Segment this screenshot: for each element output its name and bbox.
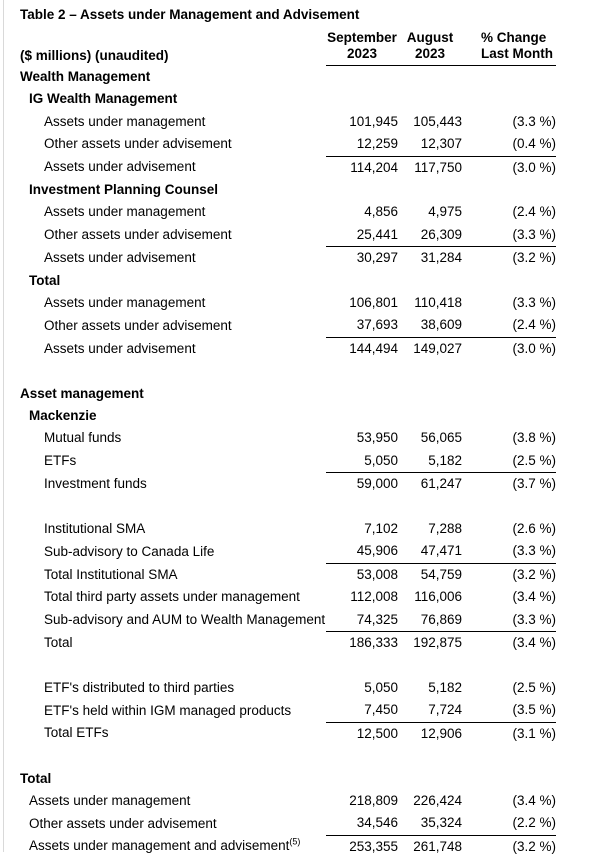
cell-chg (462, 270, 556, 292)
row-label: Other assets under advisement (20, 812, 326, 835)
cell-aug: 12,307 (398, 133, 462, 156)
cell-chg: (2.5 %) (462, 450, 556, 473)
table-row (20, 790, 556, 812)
cell-aug: 5,182 (398, 450, 462, 473)
cell-sep: 7,450 (326, 699, 398, 722)
cell-chg: (2.6 %) (462, 518, 556, 540)
column-header-month: September (326, 30, 398, 46)
cell-chg: (3.2 %) (462, 563, 556, 586)
cell-aug (398, 88, 462, 110)
row-label: Other assets under advisement (20, 224, 326, 247)
table-row (20, 632, 556, 655)
row-label: Total (20, 632, 326, 655)
table-row (20, 247, 556, 270)
cell-aug (398, 66, 462, 89)
page-edge-line (3, 0, 4, 852)
column-header-year: 2023 (398, 46, 462, 62)
cell-aug (398, 768, 462, 790)
cell-sep: 144,494 (326, 337, 398, 360)
cell-sep: 218,809 (326, 790, 398, 812)
cell-sep: 186,333 (326, 632, 398, 655)
cell-sep: 114,204 (326, 156, 398, 179)
section-row (20, 270, 556, 292)
table-title: Table 2 – Assets under Management and Advisement (20, 7, 359, 22)
cell-aug: 31,284 (398, 247, 462, 270)
cell-aug: 54,759 (398, 563, 462, 586)
spacer-row (20, 360, 556, 382)
cell-aug: 76,869 (398, 609, 462, 632)
section-row (20, 179, 556, 201)
table-row (20, 699, 556, 722)
cell-chg: (2.2 %) (462, 812, 556, 835)
section-row (20, 768, 556, 790)
table-row (20, 427, 556, 449)
row-label: Investment Planning Counsel (20, 179, 326, 201)
cell-chg (462, 768, 556, 790)
cell-aug: 116,006 (398, 586, 462, 608)
row-label: Assets under management (20, 790, 326, 812)
table-row (20, 722, 556, 745)
cell-sep (326, 383, 398, 405)
row-label: Mutual funds (20, 427, 326, 449)
cell-aug: 226,424 (398, 790, 462, 812)
cell-aug: 192,875 (398, 632, 462, 655)
cell-chg: (2.4 %) (462, 201, 556, 223)
cell-aug: 4,975 (398, 201, 462, 223)
table-row (20, 314, 556, 337)
cell-chg: (3.1 %) (462, 722, 556, 745)
row-label: ETFs (20, 450, 326, 473)
cell-sep: 74,325 (326, 609, 398, 632)
row-label: Sub-advisory and AUM to Wealth Management (20, 609, 326, 632)
row-label: IG Wealth Management (20, 88, 326, 110)
table-row (20, 563, 556, 586)
cell-chg (462, 405, 556, 427)
column-header-august-2023 (398, 30, 462, 66)
cell-sep (326, 768, 398, 790)
table-body (20, 66, 556, 858)
cell-sep: 37,693 (326, 314, 398, 337)
cell-sep (326, 405, 398, 427)
cell-sep: 59,000 (326, 473, 398, 496)
cell-chg: (3.2 %) (462, 247, 556, 270)
section-row (20, 66, 556, 89)
row-label: Assets under advisement (20, 247, 326, 270)
cell-aug: 7,724 (398, 699, 462, 722)
cell-chg: (3.7 %) (462, 473, 556, 496)
column-header-september-2023 (326, 30, 398, 66)
table-row (20, 156, 556, 179)
row-label: Assets under management (20, 292, 326, 314)
row-label: ETF's held within IGM managed products (20, 699, 326, 722)
cell-sep: 12,500 (326, 722, 398, 745)
cell-aug: 38,609 (398, 314, 462, 337)
row-label: Other assets under advisement (20, 314, 326, 337)
row-label: Assets under management (20, 201, 326, 223)
cell-sep (326, 88, 398, 110)
cell-sep: 5,050 (326, 677, 398, 699)
table-row (20, 224, 556, 247)
cell-sep: 4,856 (326, 201, 398, 223)
cell-sep: 12,259 (326, 133, 398, 156)
cell-chg: (2.4 %) (462, 314, 556, 337)
table-row (20, 473, 556, 496)
aum-table (20, 30, 556, 858)
table-row (20, 835, 556, 858)
cell-chg: (0.4 %) (462, 133, 556, 156)
section-row (20, 383, 556, 405)
spacer-cell (20, 745, 556, 767)
cell-aug: 5,182 (398, 677, 462, 699)
spacer-cell (20, 360, 556, 382)
row-label: Total (20, 270, 326, 292)
row-label: Sub-advisory to Canada Life (20, 540, 326, 563)
row-label: Total ETFs (20, 722, 326, 745)
row-label: ETF's distributed to third parties (20, 677, 326, 699)
cell-chg: (3.4 %) (462, 632, 556, 655)
row-label: Assets under advisement (20, 156, 326, 179)
cell-chg: (3.2 %) (462, 835, 556, 858)
cell-aug: 117,750 (398, 156, 462, 179)
table-row (20, 609, 556, 632)
table-row (20, 337, 556, 360)
cell-chg: (3.3 %) (462, 540, 556, 563)
spacer-cell (20, 496, 556, 518)
cell-sep: 112,008 (326, 586, 398, 608)
cell-sep: 253,355 (326, 835, 398, 858)
cell-sep: 30,297 (326, 247, 398, 270)
cell-chg: (3.0 %) (462, 156, 556, 179)
row-label: Investment funds (20, 473, 326, 496)
column-header-change-line2: Last Month (481, 46, 556, 62)
cell-chg: (3.4 %) (462, 586, 556, 608)
table-row (20, 201, 556, 223)
row-label: Institutional SMA (20, 518, 326, 540)
cell-chg: (2.5 %) (462, 677, 556, 699)
table-row (20, 677, 556, 699)
cell-aug (398, 405, 462, 427)
row-label: Mackenzie (20, 405, 326, 427)
cell-aug: 149,027 (398, 337, 462, 360)
section-row (20, 405, 556, 427)
spacer-row (20, 496, 556, 518)
header-row (20, 30, 556, 66)
row-label: Wealth Management (20, 66, 326, 89)
cell-chg: (3.5 %) (462, 699, 556, 722)
cell-chg: (3.3 %) (462, 111, 556, 133)
cell-chg (462, 179, 556, 201)
cell-sep: 53,950 (326, 427, 398, 449)
table-row (20, 518, 556, 540)
column-header-year: 2023 (326, 46, 398, 62)
row-label: Total Institutional SMA (20, 563, 326, 586)
cell-sep: 101,945 (326, 111, 398, 133)
cell-aug: 7,288 (398, 518, 462, 540)
row-label: Assets under management and advisement$^{(5)}$ (20, 835, 326, 858)
cell-sep: 106,801 (326, 292, 398, 314)
cell-aug (398, 270, 462, 292)
spacer-row (20, 655, 556, 677)
table-row (20, 586, 556, 608)
column-header-month: August (398, 30, 462, 46)
cell-sep (326, 179, 398, 201)
cell-aug: 110,418 (398, 292, 462, 314)
cell-sep: 45,906 (326, 540, 398, 563)
row-label: Total third party assets under management (20, 586, 326, 608)
row-label: Other assets under advisement (20, 133, 326, 156)
cell-aug: 61,247 (398, 473, 462, 496)
cell-chg (462, 383, 556, 405)
cell-aug: 26,309 (398, 224, 462, 247)
cell-sep: 53,008 (326, 563, 398, 586)
cell-chg: (3.3 %) (462, 609, 556, 632)
cell-chg: (3.8 %) (462, 427, 556, 449)
cell-chg: (3.0 %) (462, 337, 556, 360)
cell-sep: 5,050 (326, 450, 398, 473)
row-label: Asset management (20, 383, 326, 405)
cell-aug (398, 179, 462, 201)
cell-sep: 7,102 (326, 518, 398, 540)
footnote-ref: (5) (289, 837, 300, 847)
cell-aug: 47,471 (398, 540, 462, 563)
cell-sep (326, 66, 398, 89)
table-row (20, 111, 556, 133)
cell-sep: 34,546 (326, 812, 398, 835)
table-header (20, 30, 556, 66)
section-row (20, 88, 556, 110)
spacer-cell (20, 655, 556, 677)
table-row (20, 450, 556, 473)
column-header-percent-change (462, 30, 556, 66)
cell-chg (462, 66, 556, 89)
column-header-change-line1: % Change (481, 30, 556, 46)
table-row (20, 540, 556, 563)
table-row (20, 292, 556, 314)
table-row (20, 133, 556, 156)
cell-chg (462, 88, 556, 110)
cell-sep: 25,441 (326, 224, 398, 247)
cell-aug: 35,324 (398, 812, 462, 835)
cell-aug: 12,906 (398, 722, 462, 745)
row-label: Total (20, 768, 326, 790)
row-label: Assets under advisement (20, 337, 326, 360)
cell-aug: 105,443 (398, 111, 462, 133)
cell-aug (398, 383, 462, 405)
cell-chg: (3.3 %) (462, 224, 556, 247)
cell-chg: (3.4 %) (462, 790, 556, 812)
table-row (20, 812, 556, 835)
spacer-row (20, 745, 556, 767)
cell-aug: 56,065 (398, 427, 462, 449)
cell-aug: 261,748 (398, 835, 462, 858)
row-label: Assets under management (20, 111, 326, 133)
units-label: ($ millions) (unaudited) (20, 30, 326, 66)
cell-chg: (3.3 %) (462, 292, 556, 314)
cell-sep (326, 270, 398, 292)
